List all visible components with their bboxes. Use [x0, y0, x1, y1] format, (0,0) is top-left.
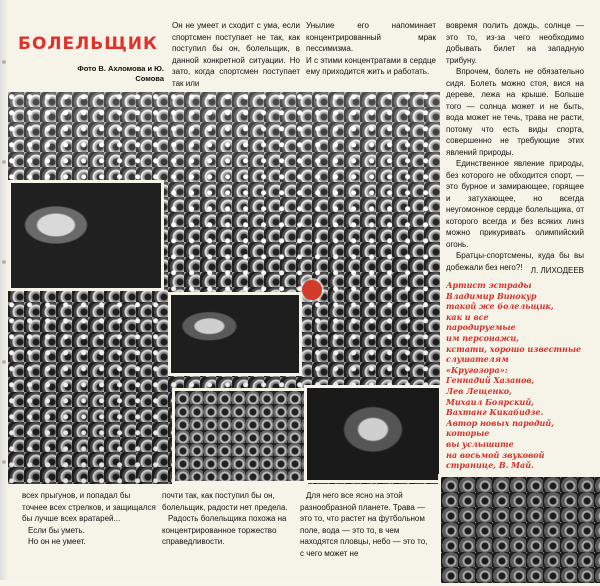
sidebar-note-line: Геннадий Хазанов, — [446, 375, 535, 386]
bottom-1-line: Если бы уметь. — [28, 525, 85, 535]
red-sticker-icon — [302, 280, 322, 300]
bottom-column-3 — [300, 490, 432, 559]
photo-fans-cheering — [8, 180, 164, 291]
photo-crowd-corner — [438, 474, 600, 586]
sidebar-note-line: кстати, хорошо известные — [446, 343, 582, 354]
bottom-column-1 — [22, 490, 162, 548]
sidebar-note-line: Лев Лещенко, — [446, 385, 512, 396]
column-2-text: Унылие его напоминает концентрированный мрак пессимизма. И с этими концентратами в сердце ему приходится жить и работать. — [306, 21, 436, 76]
photo-crowd-closeup — [172, 388, 308, 484]
binding-edge — [0, 0, 8, 580]
bottom-1-line: всех прыгунов, и попадал бы — [22, 491, 131, 500]
bottom-3-line: Для него все ясно на этой разнообразной планете. Трава — это то, что растет на футбольном поле, вода — это то, в чем находятся пловцы, небо — это то, с чего может не — [300, 491, 428, 558]
column-3-para-a: вовремя полить дождь, солнце — это то, из-за чего необходимо добывать билет на западную трибуну. — [446, 21, 584, 65]
sidebar-note-line: на восьмой звуковой — [446, 449, 545, 460]
binding-hole — [2, 160, 6, 164]
sidebar-note-line: «Кругозора»: — [446, 364, 508, 375]
sidebar-note — [446, 280, 588, 471]
sidebar-note-line: Михаил Боярский, — [446, 396, 534, 407]
sidebar-note-line: как и все — [446, 311, 489, 322]
page-title: БОЛЕЛЬЩИК — [18, 34, 158, 54]
binding-hole — [2, 460, 6, 464]
column-1-text: Он не умеет и сходит с ума, если спортсмен поступает не так, как поступил бы он, болельщик, в данной конкретной ситуации. Но зато, когда спортсмен поступает так или — [172, 21, 300, 88]
column-3 — [446, 20, 584, 273]
sidebar-note-line: такой же болельщик, — [446, 301, 554, 312]
bottom-1-line: точнее всех стрелков, и защищался бы лучше всех вратарей... — [22, 502, 156, 523]
bottom-2-line: почти так, как поступил бы он, — [162, 491, 275, 500]
column-3-para-d: Братцы-спортсмены, куда бы вы добежали без него?! — [446, 251, 584, 272]
sidebar-note-line: пародируемые — [446, 322, 516, 333]
column-2 — [306, 20, 436, 78]
photo-credit: Фото В. Ахломова и Ю. Сомова — [77, 64, 164, 83]
sidebar-note-line: которые — [446, 428, 490, 439]
binding-hole — [2, 360, 6, 364]
photo-fans-embrace — [168, 292, 302, 376]
sidebar-note-line: Артист эстрады — [446, 280, 532, 290]
sidebar-note-line: Вахтанг Кикабидзе. — [446, 407, 544, 418]
sidebar-note-line: вы услышите — [446, 438, 514, 449]
binding-hole — [2, 260, 6, 264]
column-1 — [172, 20, 300, 89]
column-3-para-c: Единственное явление природы, без которого не обходится спорт, — это бурное и замирающее, горящее и затухающее, но всегда неугомонное сердце болельщика, от которого всегда и без всяких линз можно прикуривать олимпийский огонь. — [446, 159, 584, 249]
photo-fan-tense — [304, 385, 442, 483]
bottom-1-line: Но он не умеет. — [28, 537, 86, 546]
sidebar-note-line: Владимир Винокур — [446, 290, 537, 301]
column-3-para-b: Впрочем, болеть не обязательно сидя. Болеть можно стоя, вися на дереве, лежа на крыше. Больше того — солнца может и не быть, вода может не течь, трава не расти, потому что есть виды спорта, совершенно не требующие этих явлений природы. — [446, 67, 584, 157]
bottom-column-2 — [162, 490, 294, 548]
sidebar-note-line: странице, В. Май. — [446, 460, 534, 471]
bottom-2-line: болельщик, радости нет предела. — [162, 502, 288, 512]
sidebar-note-line: Автор новых пародий, — [446, 417, 554, 428]
sidebar-note-line: слушателям — [446, 354, 509, 365]
binding-hole — [2, 60, 6, 64]
author-signature: Л. ЛИХОДЕЕВ — [530, 266, 584, 275]
bottom-2-line: Радость болельщика похожа на концентрированное торжество справедливости. — [162, 514, 287, 546]
sidebar-note-line: им персонажи, — [446, 332, 519, 343]
